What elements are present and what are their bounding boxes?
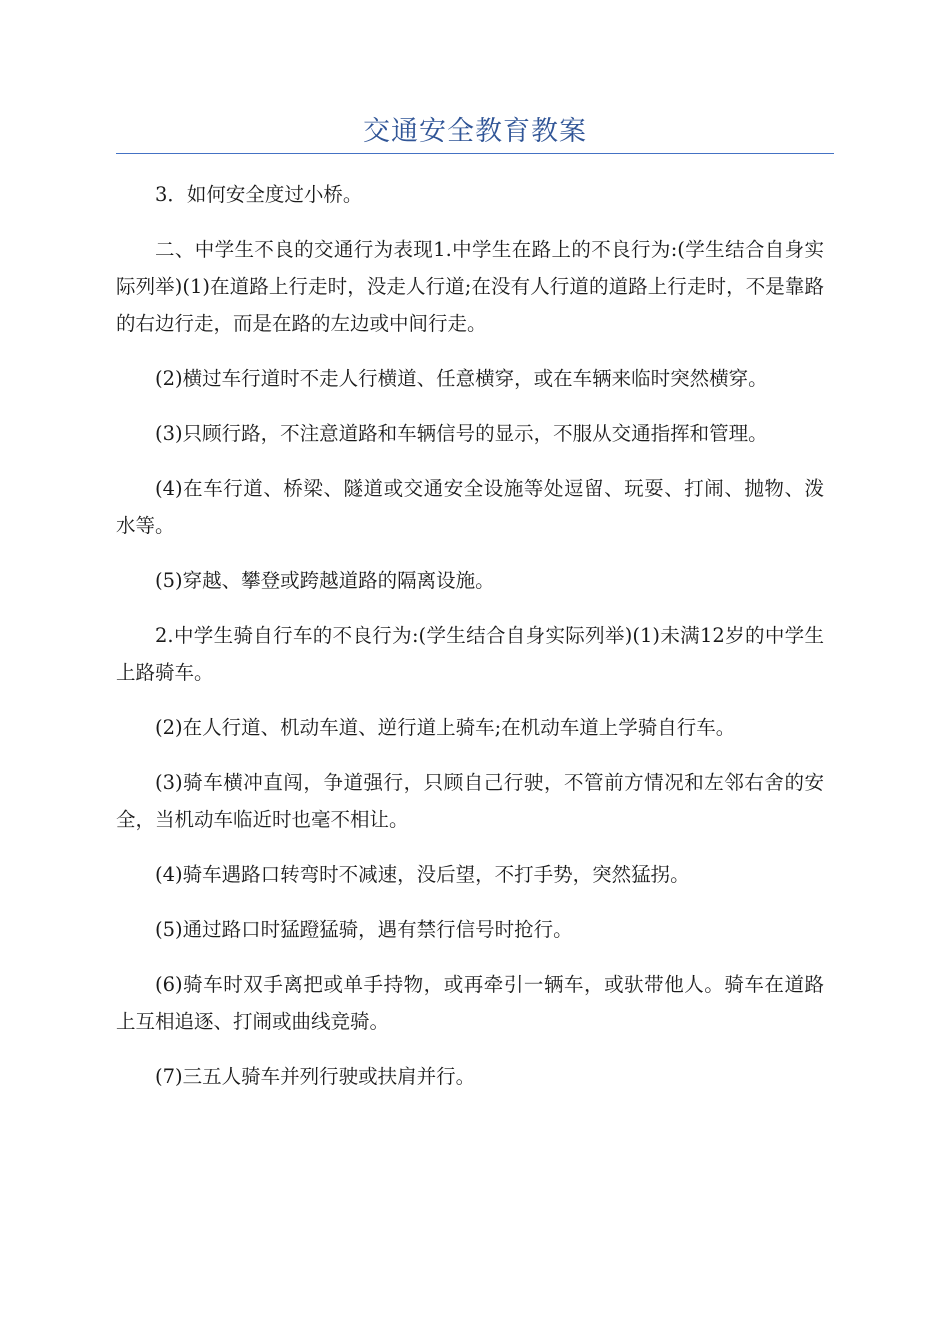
paragraph-12: (6)骑车时双手离把或单手持物，或再牵引一辆车，或驮带他人。骑车在道路上互相追逐、打闹或曲线竞骑。: [116, 973, 824, 1033]
paragraph-13: (7)三五人骑车并列行驶或扶肩并行。: [155, 1065, 476, 1088]
paragraph-4: (3)只顾行路，不注意道路和车辆信号的显示，不服从交通指挥和管理。: [155, 422, 768, 445]
paragraph-7: 2.中学生骑自行车的不良行为:(学生结合自身实际列举)(1)未满12岁的中学生上路骑车。: [116, 624, 824, 684]
paragraph-8: (2)在人行道、机动车道、逆行道上骑车;在机动车道上学骑自行车。: [155, 716, 736, 739]
paragraph-10: (4)骑车遇路口转弯时不减速，没后望，不打手势，突然猛拐。: [155, 863, 690, 886]
paragraph-2: 二、中学生不良的交通行为表现1.中学生在路上的不良行为:(学生结合自身实际列举)(1)在道路上行走时，没走人行道;在没有人行道的道路上行走时，不是靠路的右边行走，而是在路的左边或中间行走。: [116, 238, 824, 335]
paragraph-11: (5)通过路口时猛蹬猛骑，遇有禁行信号时抢行。: [155, 918, 573, 941]
paragraph-3: (2)横过车行道时不走人行横道、任意横穿，或在车辆来临时突然横穿。: [155, 367, 768, 390]
paragraph-6: (5)穿越、攀登或跨越道路的隔离设施。: [155, 569, 495, 592]
title-underline: [116, 153, 834, 154]
document-body: [116, 176, 824, 1113]
document-title: 交通安全教育教案: [363, 116, 587, 147]
paragraph-9: (3)骑车横冲直闯，争道强行，只顾自己行驶，不管前方情况和左邻右舍的安全，当机动车临近时也毫不相让。: [116, 771, 824, 831]
paragraph-5: (4)在车行道、桥梁、隧道或交通安全设施等处逗留、玩耍、打闹、抛物、泼水等。: [116, 477, 824, 537]
paragraph-1: 3．如何安全度过小桥。: [155, 183, 363, 206]
